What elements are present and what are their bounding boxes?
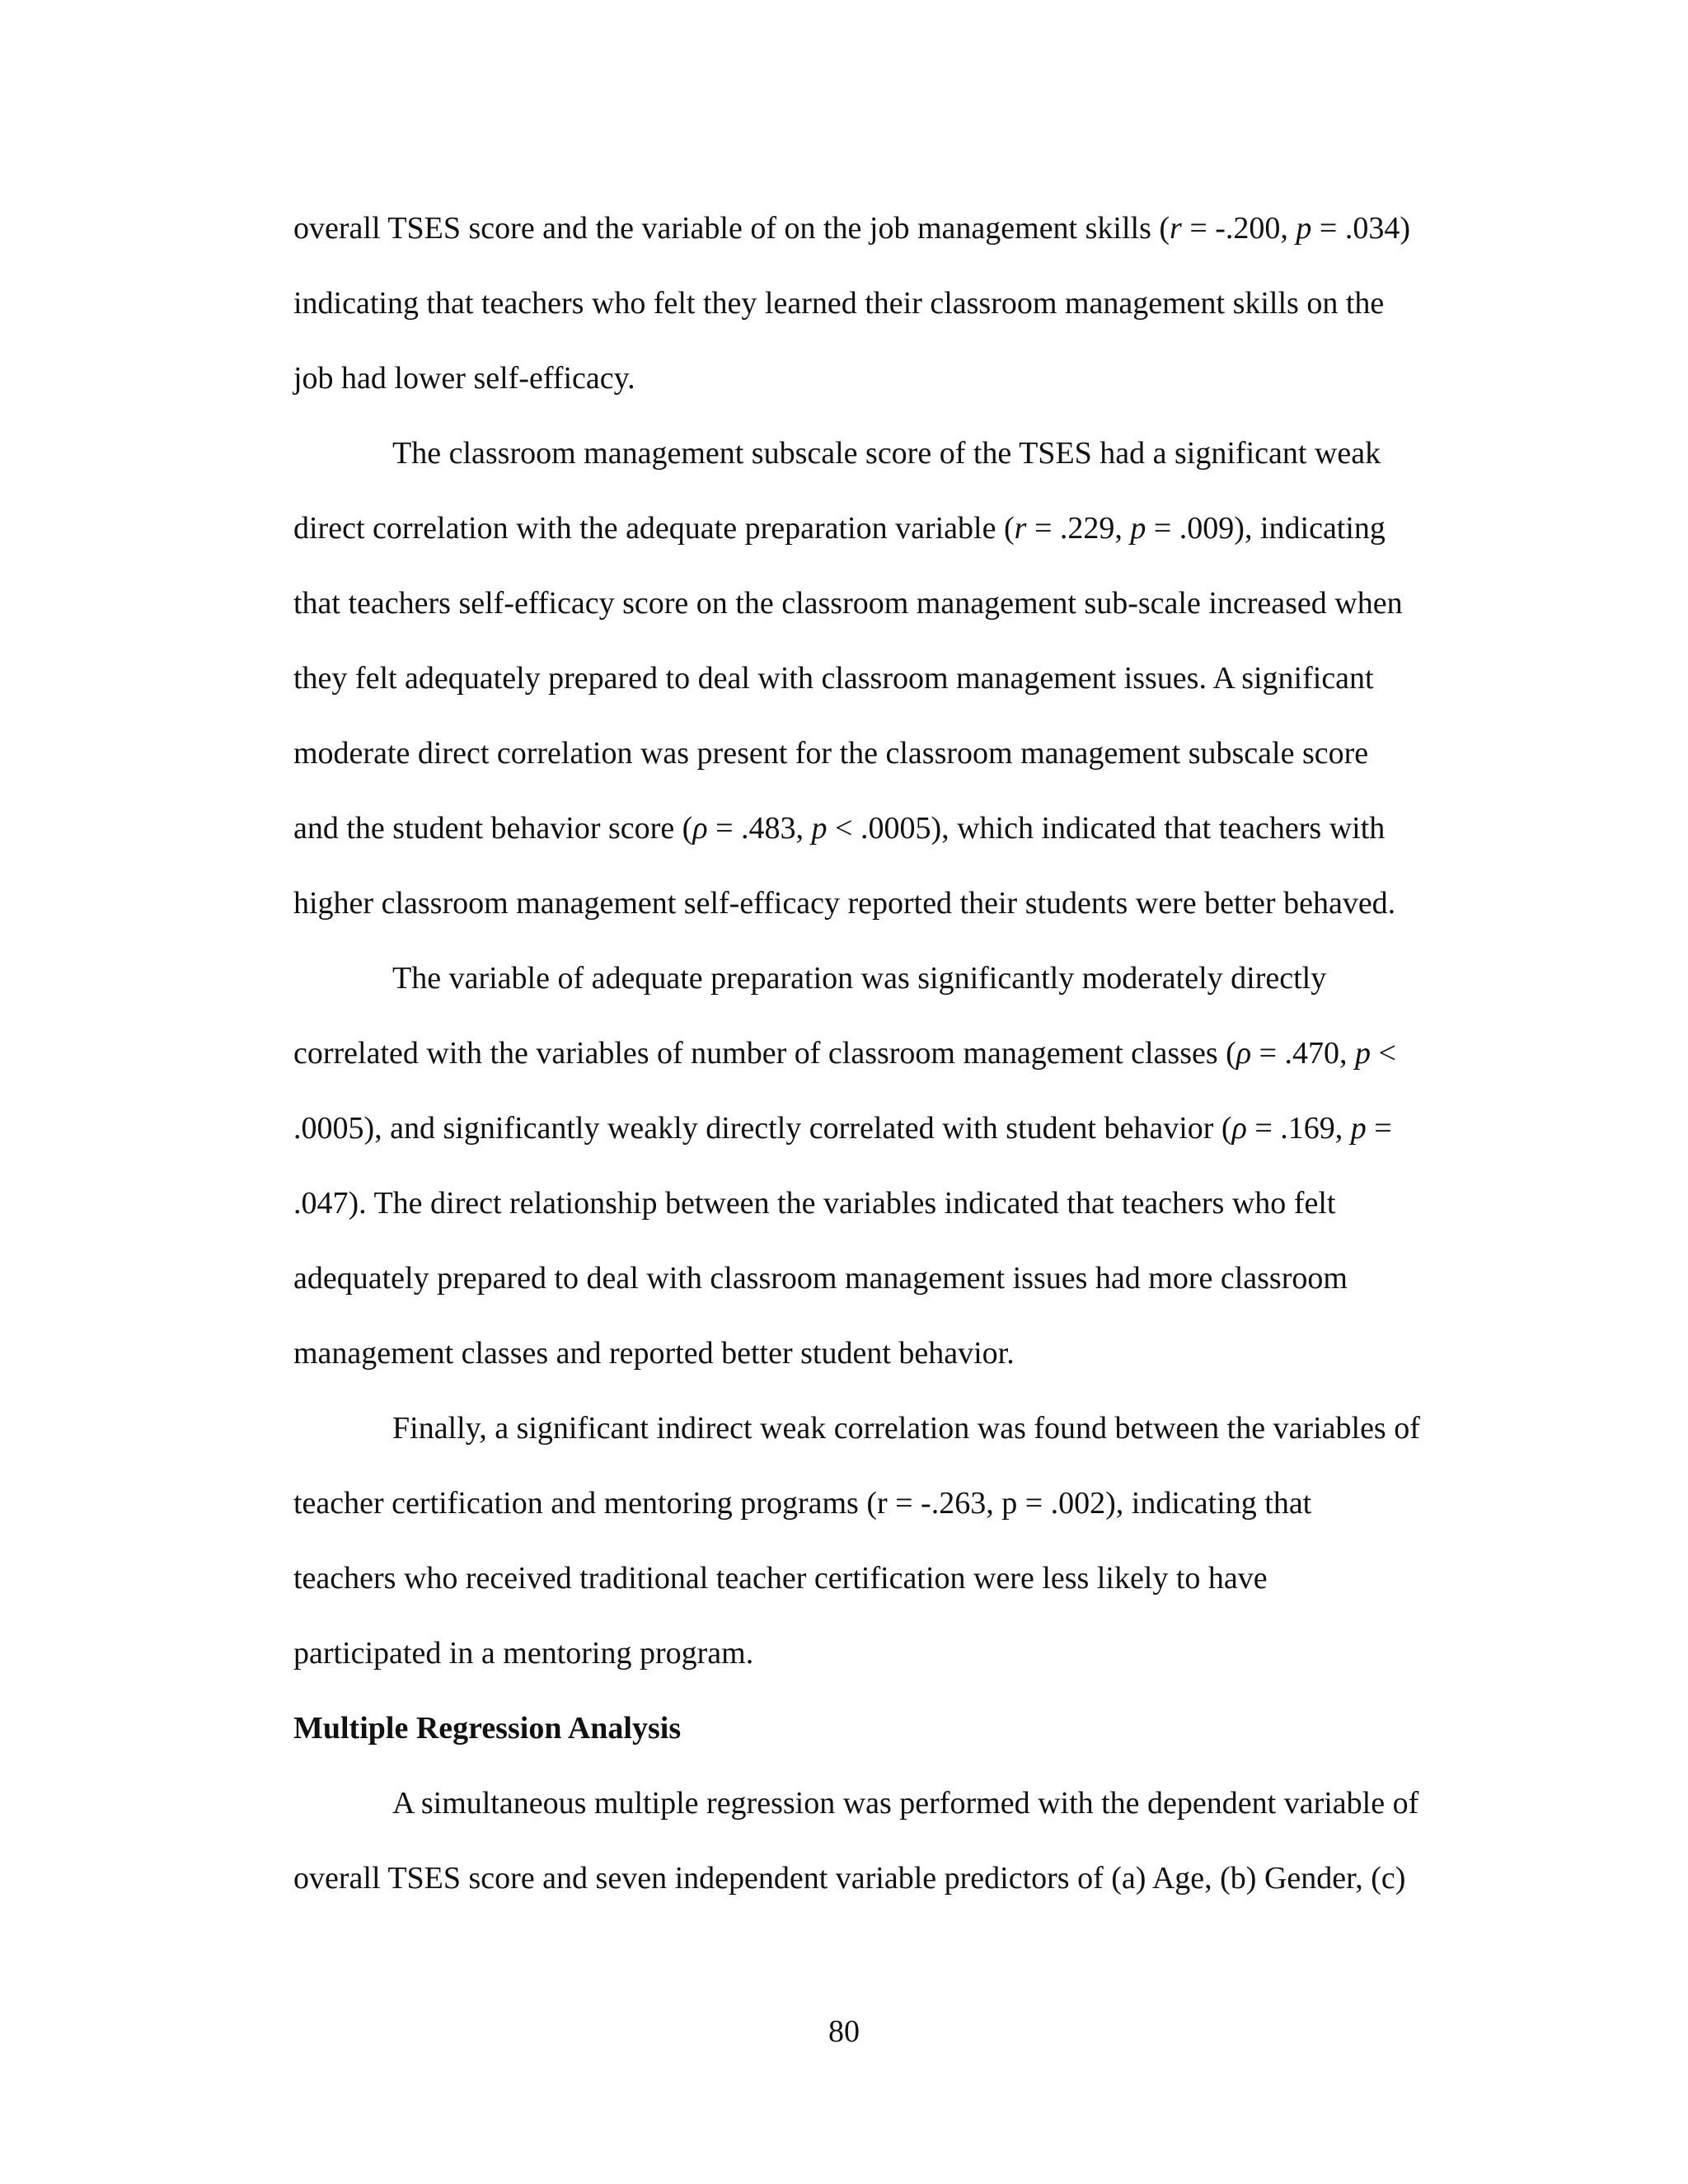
paragraph-first-line: The variable of adequate preparation was significantly moderately directly — [392, 961, 1327, 996]
section-heading: Multiple Regression Analysis — [293, 1711, 682, 1746]
text-line: that teachers self-efficacy score on the classroom management sub-scale increased when — [293, 586, 1403, 621]
text-line: overall TSES score and seven independent variable predictors of (a) Age, (b) Gender, (c) — [293, 1861, 1406, 1896]
italic-symbol: ρ — [1236, 1036, 1252, 1071]
italic-symbol: r — [1014, 511, 1027, 546]
italic-symbol: p — [1130, 511, 1146, 546]
text-line: indicating that teachers who felt they learned their classroom management skills on the — [293, 286, 1385, 321]
italic-symbol: p — [811, 811, 828, 846]
italic-symbol: p — [1350, 1111, 1367, 1146]
text-line: .0005), and significantly weakly directly correlated with student behavior (ρ = .169, p = — [293, 1111, 1392, 1146]
text-line: job had lower self-efficacy. — [293, 361, 635, 396]
text-line: overall TSES score and the variable of on the job management skills (r = -.200, p = .034) — [293, 211, 1411, 246]
italic-symbol: p — [1355, 1036, 1371, 1071]
text-line: participated in a mentoring program. — [293, 1636, 754, 1671]
text-line: and the student behavior score (ρ = .483, p < .0005), which indicated that teachers with — [293, 811, 1386, 846]
text-line: .047). The direct relationship between the variables indicated that teachers who felt — [293, 1186, 1336, 1221]
italic-symbol: p — [1296, 211, 1312, 246]
text-line: moderate direct correlation was present for the classroom management subscale score — [293, 736, 1369, 771]
text-line: teachers who received traditional teacher certification were less likely to have — [293, 1561, 1268, 1596]
paragraph-first-line: Finally, a significant indirect weak correlation was found between the variables of — [392, 1411, 1420, 1446]
text-line: direct correlation with the adequate preparation variable (r = .229, p = .009), indicating — [293, 511, 1386, 546]
body-text — [293, 191, 1472, 1916]
paragraph-first-line: A simultaneous multiple regression was performed with the dependent variable of — [392, 1786, 1419, 1821]
text-line: correlated with the variables of number of classroom management classes (ρ = .470, p < — [293, 1036, 1396, 1071]
text-line: adequately prepared to deal with classroom management issues had more classroom — [293, 1261, 1348, 1296]
italic-symbol: ρ — [1231, 1111, 1247, 1146]
page-number: 80 — [828, 2014, 860, 2049]
text-line: they felt adequately prepared to deal with classroom management issues. A significant — [293, 661, 1374, 696]
italic-symbol: ρ — [692, 811, 708, 846]
paragraph-first-line: The classroom management subscale score of the TSES had a significant weak — [392, 436, 1381, 471]
text-line: higher classroom management self-efficacy reported their students were better behaved. — [293, 886, 1396, 921]
text-line: teacher certification and mentoring programs (r = -.263, p = .002), indicating that — [293, 1486, 1312, 1521]
text-line: management classes and reported better student behavior. — [293, 1336, 1015, 1371]
italic-symbol: r — [1170, 211, 1182, 246]
